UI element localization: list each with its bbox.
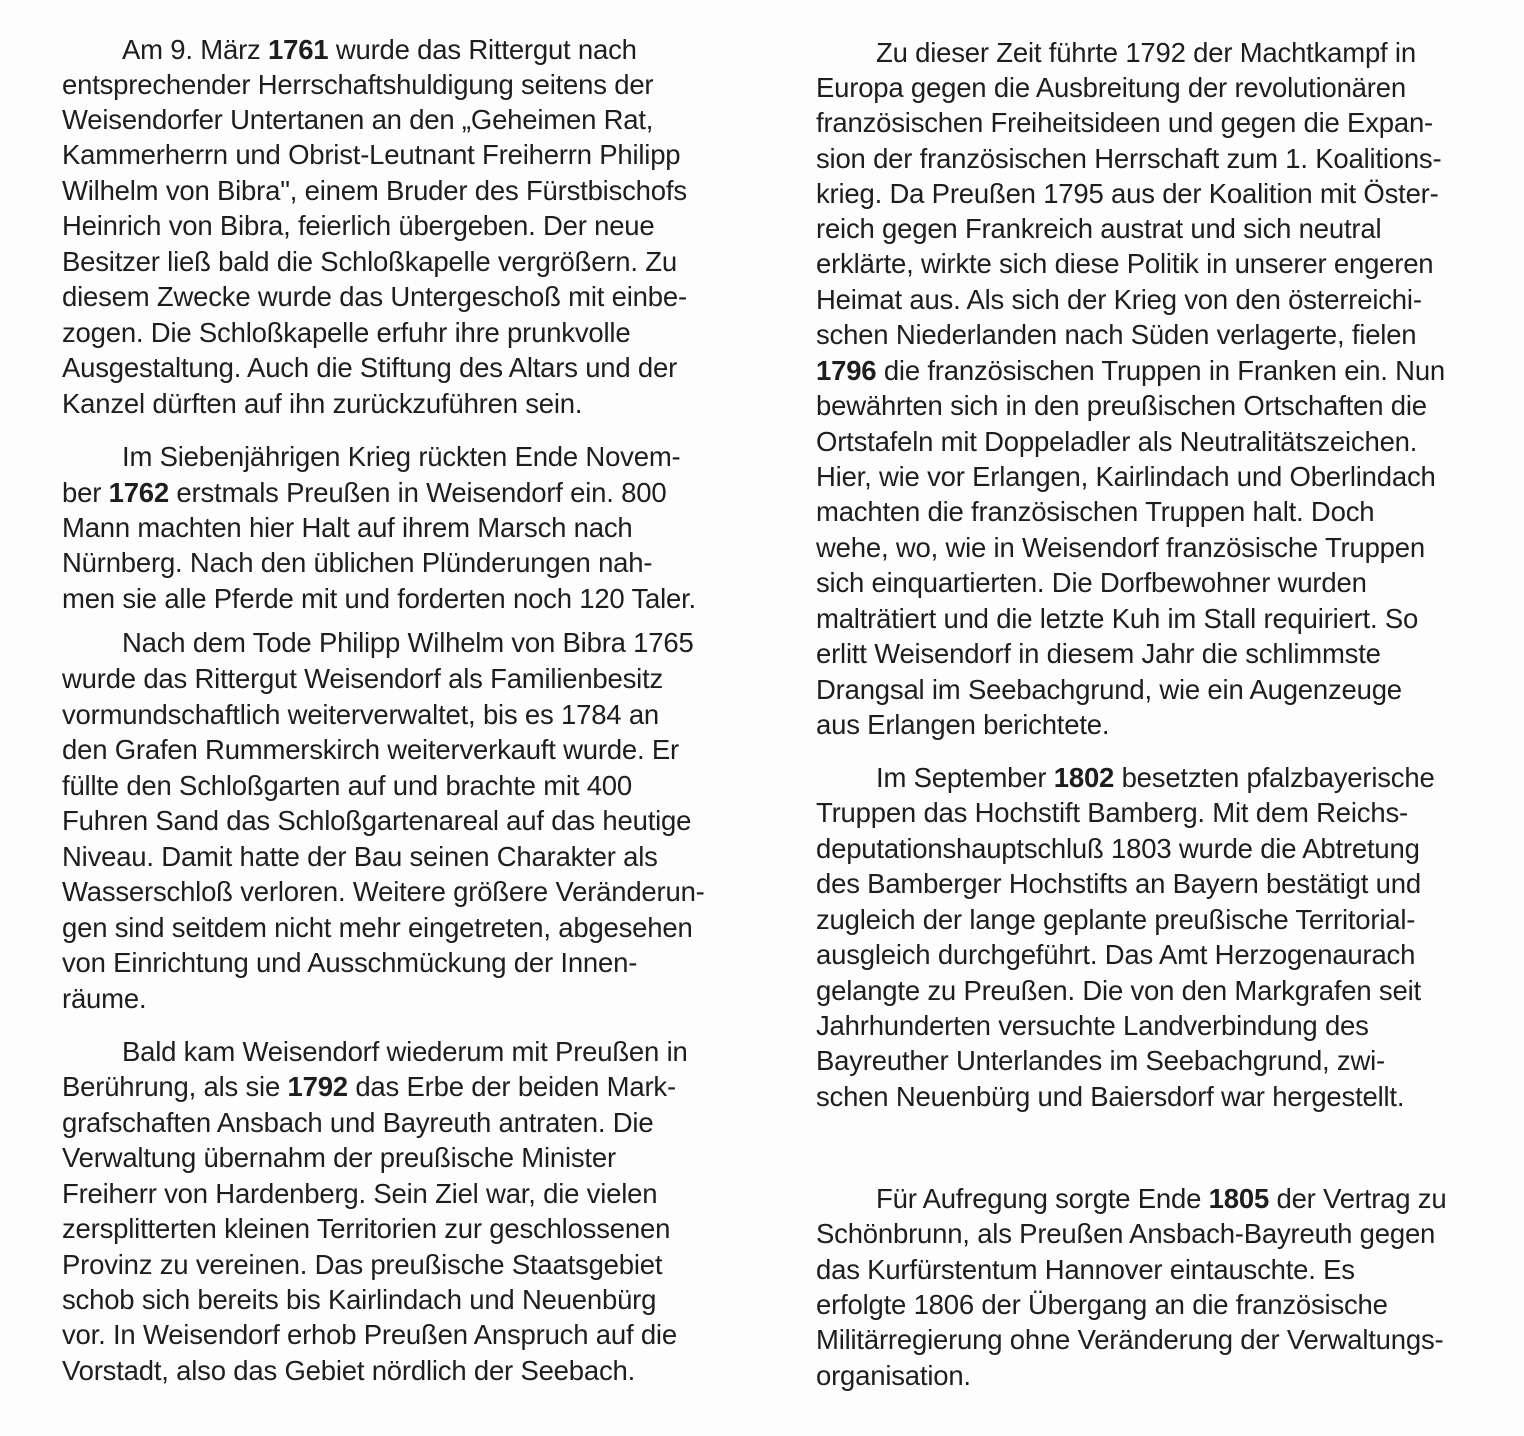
right-text-line [876,762,1435,796]
bold-year: 1796 [816,355,877,386]
left-text-line [62,69,653,103]
text-run: die französischen Truppen in Franken ein. Nun [876,355,1446,386]
right-text-line [816,355,1445,389]
left-text-line [62,1213,670,1247]
text-run: Jahrhunderten versuchte Landverbindung des [816,1010,1369,1041]
text-run: erlitt Weisendorf in diesem Jahr die schlimmste [816,638,1381,669]
right-text-line [876,37,1416,71]
text-run: Militärregierung ohne Veränderung der Verwaltungs- [816,1324,1444,1355]
text-run: malträtiert und die letzte Kuh im Stall requiriert. So [816,603,1419,634]
right-text-line [816,461,1436,495]
left-text-line [62,947,637,981]
right-text-line [816,603,1418,637]
text-run: Wilhelm von Bibra", einem Bruder des Fürstbischofs [62,175,687,206]
right-text-line [816,1010,1369,1044]
text-run: organisation. [816,1360,971,1391]
right-text-line [816,939,1415,973]
text-run: Heimat aus. Als sich der Krieg von den österreichi- [816,284,1422,315]
right-text-line [816,143,1441,177]
text-run: bewährten sich in den preußischen Ortschaften die [816,390,1427,421]
left-text-line [62,1319,677,1353]
text-run: Kanzel dürften auf ihn zurückzuführen sein. [62,388,583,419]
text-run: men sie alle Pferde mit und forderten noch 120 Taler. [62,583,696,614]
text-run: der Vertrag zu [1269,1183,1447,1214]
text-run: zugleich der lange geplante preußische Territorial- [816,904,1416,935]
right-text-line [816,284,1422,318]
left-text-line [62,1071,676,1105]
left-text-line [62,210,655,244]
text-run: gelangte zu Preußen. Die von den Markgrafen seit [816,975,1421,1006]
right-text-line [816,248,1433,282]
text-run: vormundschaftlich weiterverwaltet, bis es 1784 an [62,699,660,730]
text-run: entsprechender Herrschaftshuldigung seitens der [62,69,654,100]
left-text-line [62,512,633,546]
right-text-line [816,638,1381,672]
text-run: sich einquartierten. Die Dorfbewohner wurden [816,567,1367,598]
text-run: sion der französischen Herrschaft zum 1. Koalitions- [816,143,1442,174]
left-text-line [122,1036,688,1070]
text-run: Verwaltung übernahm der preußische Minister [62,1142,616,1173]
text-run: den Grafen Rummerskirch weiterverkauft wurde. Er [62,734,680,765]
right-text-line [816,390,1427,424]
text-run: Weisendorfer Untertanen an den „Geheimen Rat, [62,104,654,135]
text-run: schen Neuenbürg und Baiersdorf war hergestellt. [816,1081,1405,1112]
text-run: Europa gegen die Ausbreitung der revolutionären [816,72,1406,103]
text-run: Fuhren Sand das Schloßgartenareal auf das heutige [62,805,692,836]
text-run: schen Niederlanden nach Süden verlagerte, fielen [816,319,1417,350]
right-text-line [816,1360,971,1394]
text-run: des Bamberger Hochstifts an Bayern bestätigt und [816,868,1421,899]
text-run: ber [62,477,109,508]
text-run: erklärte, wirkte sich diese Politik in unserer engeren [816,248,1434,279]
right-text-line [816,1289,1388,1323]
right-text-line [816,1045,1385,1079]
text-run: vor. In Weisendorf erhob Preußen Anspruch auf die [62,1319,677,1350]
text-run: Besitzer ließ bald die Schloßkapelle vergrößern. Zu [62,246,677,277]
bold-year: 1761 [268,34,329,65]
text-run: Wasserschloß verloren. Weitere größere Veränderun- [62,876,705,907]
left-text-line [62,663,663,697]
right-text-line [816,72,1406,106]
text-run: schob sich bereits bis Kairlindach und Neuenbürg [62,1284,657,1315]
left-text-line [62,1107,653,1141]
left-text-line [62,1249,662,1283]
left-text-line [62,699,659,733]
right-text-line [816,1254,1355,1288]
text-run: ausgleich durchgeführt. Das Amt Herzogenaurach [816,939,1416,970]
text-run: Zu dieser Zeit führte 1792 der Machtkampf in [876,37,1416,68]
text-run: Schönbrunn, als Preußen Ansbach-Bayreuth gegen [816,1218,1436,1249]
left-text-line [62,477,666,511]
right-text-line [816,567,1367,601]
right-text-line [816,833,1420,867]
text-run: räume. [62,983,147,1014]
text-run: Nach dem Tode Philipp Wilhelm von Bibra 1765 [122,627,694,658]
right-text-line [816,178,1439,212]
right-text-line [816,1324,1443,1358]
right-text-line [816,797,1408,831]
text-run: das Erbe der beiden Mark- [347,1071,676,1102]
text-run: deputationshauptschluß 1803 wurde die Abtretung [816,833,1420,864]
right-text-line [816,1081,1404,1115]
left-text-line [122,34,637,68]
left-text-line [62,841,658,875]
left-text-line [62,547,652,581]
left-text-line [62,281,687,315]
text-run: Im September [876,762,1054,793]
left-text-line [62,1178,657,1212]
text-run: Für Aufregung sorgte Ende [876,1183,1209,1214]
text-run: von Einrichtung und Ausschmückung der Innen- [62,947,638,978]
text-run: reich gegen Frankreich austrat und sich neutral [816,213,1382,244]
left-text-line [62,805,691,839]
text-run: Drangsal im Seebachgrund, wie ein Augenzeuge [816,674,1402,705]
left-text-line [62,317,630,351]
text-run: Nürnberg. Nach den üblichen Plünderungen nah- [62,547,653,578]
text-run: Vorstadt, also das Gebiet nördlich der Seebach. [62,1355,636,1386]
right-text-line [816,532,1425,566]
left-text-line [62,246,677,280]
text-run: Ausgestaltung. Auch die Stiftung des Altars und der [62,352,678,383]
left-text-line [62,175,687,209]
text-run: besetzten pfalzbayerische [1114,762,1435,793]
left-text-line [62,983,146,1017]
text-run: machten die französischen Truppen halt. Doch [816,496,1375,527]
left-text-line [62,912,693,946]
left-text-line [62,104,653,138]
text-run: diesem Zwecke wurde das Untergeschoß mit einbe- [62,281,687,312]
right-text-line [816,904,1415,938]
bold-year: 1802 [1053,762,1115,793]
text-run: erfolgte 1806 der Übergang an die französische [816,1289,1388,1320]
right-text-line [816,496,1374,530]
text-run: Provinz zu vereinen. Das preußische Staatsgebiet [62,1249,663,1280]
right-text-line [816,868,1421,902]
text-run: Im Siebenjährigen Krieg rückten Ende Novem- [122,441,681,472]
text-run: wurde das Rittergut Weisendorf als Familienbesitz [62,663,664,694]
text-run: Am 9. März [122,34,269,65]
text-run: Ortstafeln mit Doppeladler als Neutralitätszeichen. [816,426,1418,457]
bold-year: 1792 [287,1071,348,1102]
left-text-line [122,441,681,475]
text-run: wurde das Rittergut nach [328,34,637,65]
right-text-line [816,709,1109,743]
text-run: Bald kam Weisendorf wiederum mit Preußen in [122,1036,688,1067]
left-text-line [62,1142,616,1176]
right-text-line [816,107,1433,141]
left-text-line [62,139,680,173]
left-text-line [62,583,696,617]
text-run: aus Erlangen berichtete. [816,709,1110,740]
text-run: Truppen das Hochstift Bamberg. Mit dem Reichs- [816,797,1408,828]
text-run: Heinrich von Bibra, feierlich übergeben. Der neue [62,210,655,241]
bold-year: 1762 [108,477,169,508]
left-text-line [62,1355,635,1389]
text-run: Hier, wie vor Erlangen, Kairlindach und Oberlindach [816,461,1436,492]
text-run: Bayreuther Unterlandes im Seebachgrund, zwi- [816,1045,1385,1076]
text-run: Kammerherrn und Obrist-Leutnant Freiherrn Philipp [62,139,681,170]
text-run: Freiherr von Hardenberg. Sein Ziel war, die vielen [62,1178,658,1209]
right-text-line [816,1218,1435,1252]
bold-year: 1805 [1208,1183,1270,1214]
left-text-line [62,388,582,422]
text-run: französischen Freiheitsideen und gegen die Expan- [816,107,1433,138]
left-text-line [62,352,677,386]
right-text-line [816,213,1381,247]
text-run: wehe, wo, wie in Weisendorf französische Truppen [816,532,1425,563]
left-text-line [122,627,694,661]
text-run: füllte den Schloßgarten auf und brachte mit 400 [62,770,632,801]
text-run: krieg. Da Preußen 1795 aus der Koalition mit Öster- [816,178,1439,209]
right-text-line [816,426,1417,460]
text-run: erstmals Preußen in Weisendorf ein. 800 [168,477,667,508]
text-run: gen sind seitdem nicht mehr eingetreten, abgesehen [62,912,693,943]
text-run: Niveau. Damit hatte der Bau seinen Charakter als [62,841,658,872]
left-text-line [62,770,632,804]
right-text-line [816,975,1421,1009]
text-run: zersplitterten kleinen Territorien zur geschlossenen [62,1213,671,1244]
left-text-line [62,1284,656,1318]
text-run: Berührung, als sie [62,1071,288,1102]
left-text-line [62,876,705,910]
left-text-line [62,734,679,768]
text-run: das Kurfürstentum Hannover eintauschte. Es [816,1254,1355,1285]
text-run: zogen. Die Schloßkapelle erfuhr ihre prunkvolle [62,317,631,348]
right-text-line [876,1183,1446,1217]
right-text-line [816,674,1402,708]
text-run: Mann machten hier Halt auf ihrem Marsch nach [62,512,633,543]
text-run: grafschaften Ansbach und Bayreuth antraten. Die [62,1107,654,1138]
right-text-line [816,319,1416,353]
